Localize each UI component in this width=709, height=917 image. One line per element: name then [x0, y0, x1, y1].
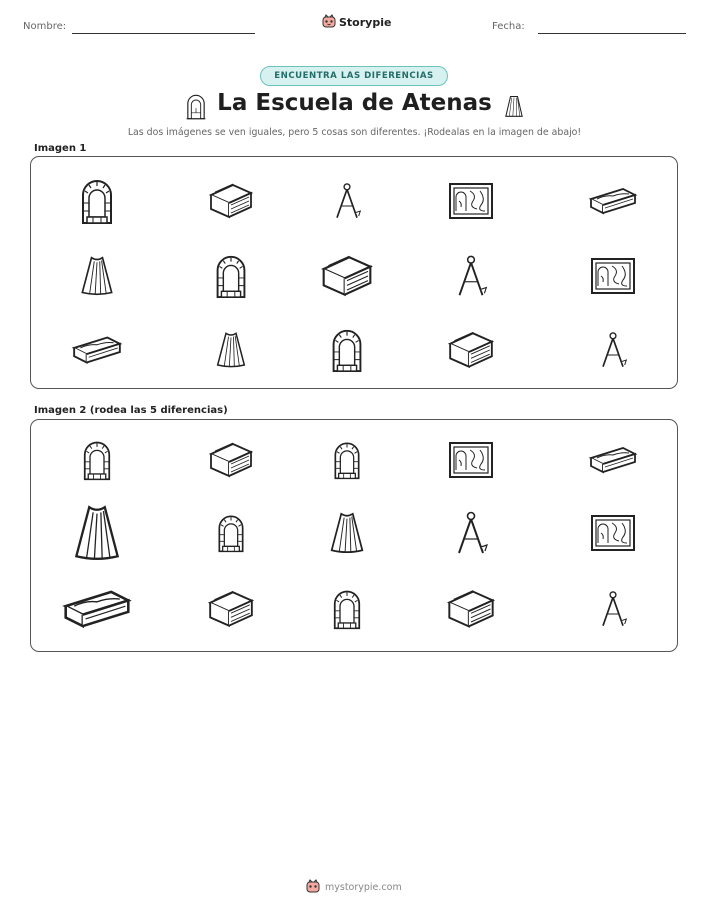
tablet-icon — [70, 323, 124, 377]
tablet-icon — [587, 175, 639, 227]
cloak-icon[interactable] — [66, 502, 128, 564]
image1-panel — [30, 156, 678, 389]
book-icon[interactable] — [207, 436, 255, 484]
image1-label: Imagen 1 — [34, 143, 87, 154]
storypie-logo-icon — [306, 879, 320, 896]
arch-window-icon[interactable] — [211, 513, 251, 553]
image2-panel[interactable] — [30, 419, 678, 652]
footer — [306, 879, 402, 896]
arch-window-icon — [324, 327, 370, 373]
arch-window-icon — [208, 253, 254, 299]
image2-label: Imagen 2 (rodea las 5 diferencias) — [34, 405, 228, 416]
fresco-painting-icon[interactable] — [589, 509, 637, 557]
arch-window-icon[interactable] — [326, 588, 368, 630]
fresco-painting-icon — [589, 252, 637, 300]
fresco-painting-icon — [447, 177, 495, 225]
tablet-icon[interactable] — [60, 572, 134, 646]
cloak-icon — [211, 330, 251, 370]
compass-icon[interactable] — [447, 509, 495, 557]
book-icon[interactable] — [206, 584, 256, 634]
instructions: Las dos imágenes se ven iguales, pero 5 cosas son diferentes. ¡Rodealas en la imagen de abajo! — [127, 127, 582, 138]
name-label: Nombre: — [23, 21, 67, 32]
book-icon — [446, 325, 496, 375]
cloak-icon — [75, 254, 119, 298]
compass-icon — [593, 330, 633, 370]
book-icon — [319, 248, 375, 304]
brand — [322, 14, 391, 31]
book-icon — [207, 177, 255, 225]
date-label: Fecha: — [492, 21, 525, 32]
arch-window-icon[interactable] — [327, 440, 367, 480]
name-line[interactable] — [72, 33, 255, 34]
compass-icon — [448, 253, 494, 299]
tablet-icon[interactable] — [587, 434, 639, 486]
footer-url[interactable]: mystorypie.com — [325, 882, 402, 893]
cloak-icon — [500, 93, 528, 121]
page-title: La Escuela de Atenas — [217, 90, 492, 116]
fresco-painting-icon[interactable] — [447, 436, 495, 484]
worksheet-type-badge: ENCUENTRA LAS DIFERENCIAS — [260, 66, 448, 86]
cloak-icon[interactable] — [324, 510, 370, 556]
compass-icon — [327, 181, 367, 221]
brand-name: Storypie — [339, 16, 392, 29]
book-icon[interactable] — [445, 583, 497, 635]
arch-window-icon[interactable] — [76, 439, 118, 481]
storypie-logo-icon — [322, 14, 336, 31]
arch-window-icon — [73, 177, 121, 225]
compass-icon[interactable] — [593, 589, 633, 629]
date-line[interactable] — [538, 33, 686, 34]
